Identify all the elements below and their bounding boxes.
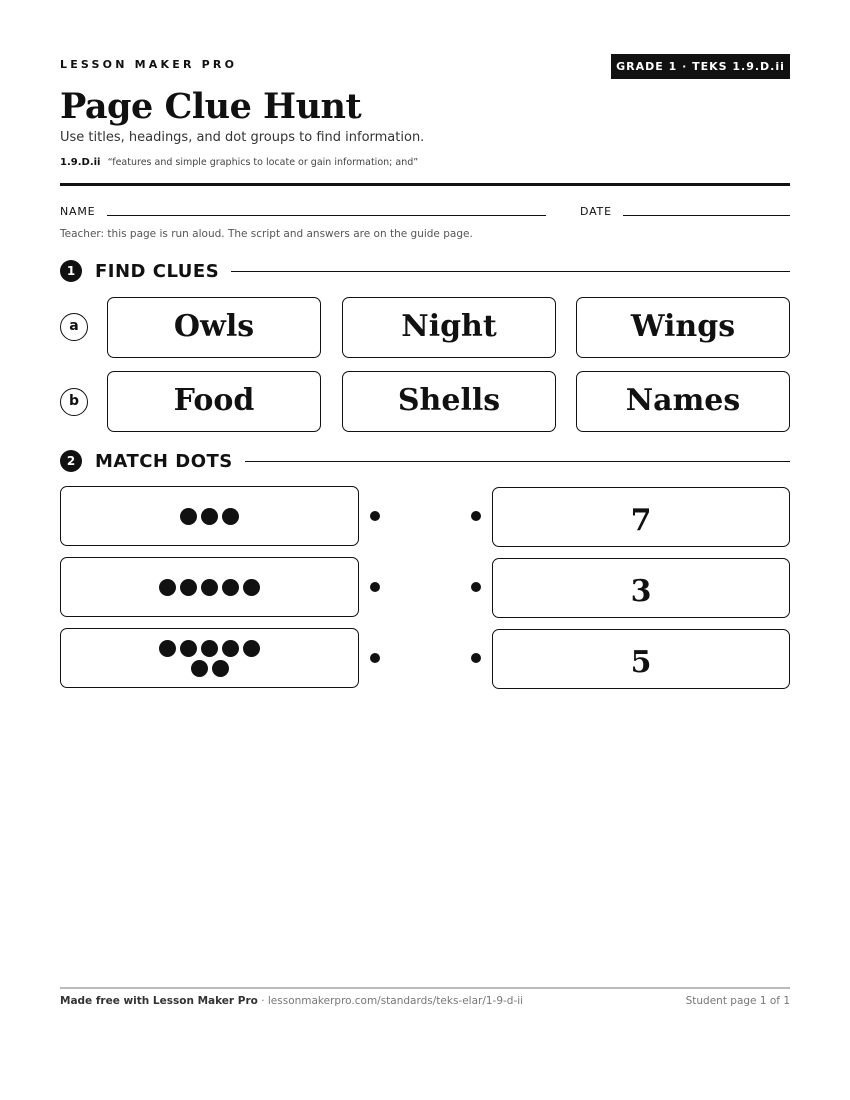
number-card: 7 — [492, 487, 790, 547]
clue-card: Wings — [576, 297, 790, 358]
section-match-dots-header — [60, 450, 790, 472]
section-rule — [245, 461, 790, 462]
footer-url[interactable]: · lessonmakerpro.com/standards/teks-elar/1-9-d-ii — [257, 995, 524, 1007]
grade-badge: GRADE 1 · TEKS 1.9.D.ii — [611, 54, 790, 79]
count-dot — [243, 640, 260, 657]
count-dot — [180, 640, 197, 657]
dot-row — [180, 508, 239, 525]
count-dot — [159, 640, 176, 657]
footer-page-number: Student page 1 of 1 — [685, 995, 790, 1007]
standard-code: 1.9.D.ii — [60, 157, 101, 168]
right-connector-dot[interactable] — [471, 511, 481, 521]
row-letter-a: a — [60, 313, 88, 341]
header-divider — [60, 183, 790, 186]
right-connector-dot[interactable] — [471, 653, 481, 663]
number-card: 3 — [492, 558, 790, 618]
brand-name: LESSON MAKER PRO — [60, 58, 238, 71]
section-number: 2 — [60, 450, 82, 472]
count-dot — [180, 579, 197, 596]
left-connector-dot[interactable] — [370, 582, 380, 592]
dot-row — [159, 640, 260, 657]
count-dot — [222, 640, 239, 657]
teacher-note: Teacher: this page is run aloud. The script and answers are on the guide page. — [60, 228, 473, 240]
count-dot — [222, 508, 239, 525]
section-title: FIND CLUES — [95, 260, 220, 282]
standard-text: “features and simple graphics to locate or gain information; and” — [107, 157, 419, 168]
standard-line — [60, 157, 418, 168]
clue-card: Names — [576, 371, 790, 432]
count-dot — [212, 660, 229, 677]
clue-card: Owls — [107, 297, 321, 358]
left-connector-dot[interactable] — [370, 653, 380, 663]
date-label: DATE — [580, 205, 612, 218]
dot-row — [191, 660, 229, 677]
dot-row — [159, 579, 260, 596]
left-connector-dot[interactable] — [370, 511, 380, 521]
dot-group-card — [60, 486, 359, 546]
count-dot — [222, 579, 239, 596]
clue-card: Night — [342, 297, 556, 358]
footer-credit — [60, 995, 523, 1007]
dot-group-card — [60, 557, 359, 617]
section-rule — [231, 271, 790, 272]
clue-card: Shells — [342, 371, 556, 432]
section-title: MATCH DOTS — [95, 450, 233, 472]
count-dot — [201, 579, 218, 596]
right-connector-dot[interactable] — [471, 582, 481, 592]
section-find-clues-header — [60, 260, 790, 282]
count-dot — [201, 508, 218, 525]
count-dot — [243, 579, 260, 596]
count-dot — [191, 660, 208, 677]
page-subtitle: Use titles, headings, and dot groups to find information. — [60, 130, 425, 145]
row-letter-b: b — [60, 388, 88, 416]
number-card: 5 — [492, 629, 790, 689]
count-dot — [201, 640, 218, 657]
footer-made-with: Made free with Lesson Maker Pro — [60, 995, 258, 1007]
count-dot — [159, 579, 176, 596]
name-line — [107, 215, 546, 216]
count-dot — [180, 508, 197, 525]
section-number: 1 — [60, 260, 82, 282]
footer-divider — [60, 987, 790, 989]
dot-group-card — [60, 628, 359, 688]
clue-card: Food — [107, 371, 321, 432]
date-line — [623, 215, 790, 216]
name-label: NAME — [60, 205, 96, 218]
page-title: Page Clue Hunt — [60, 86, 362, 127]
